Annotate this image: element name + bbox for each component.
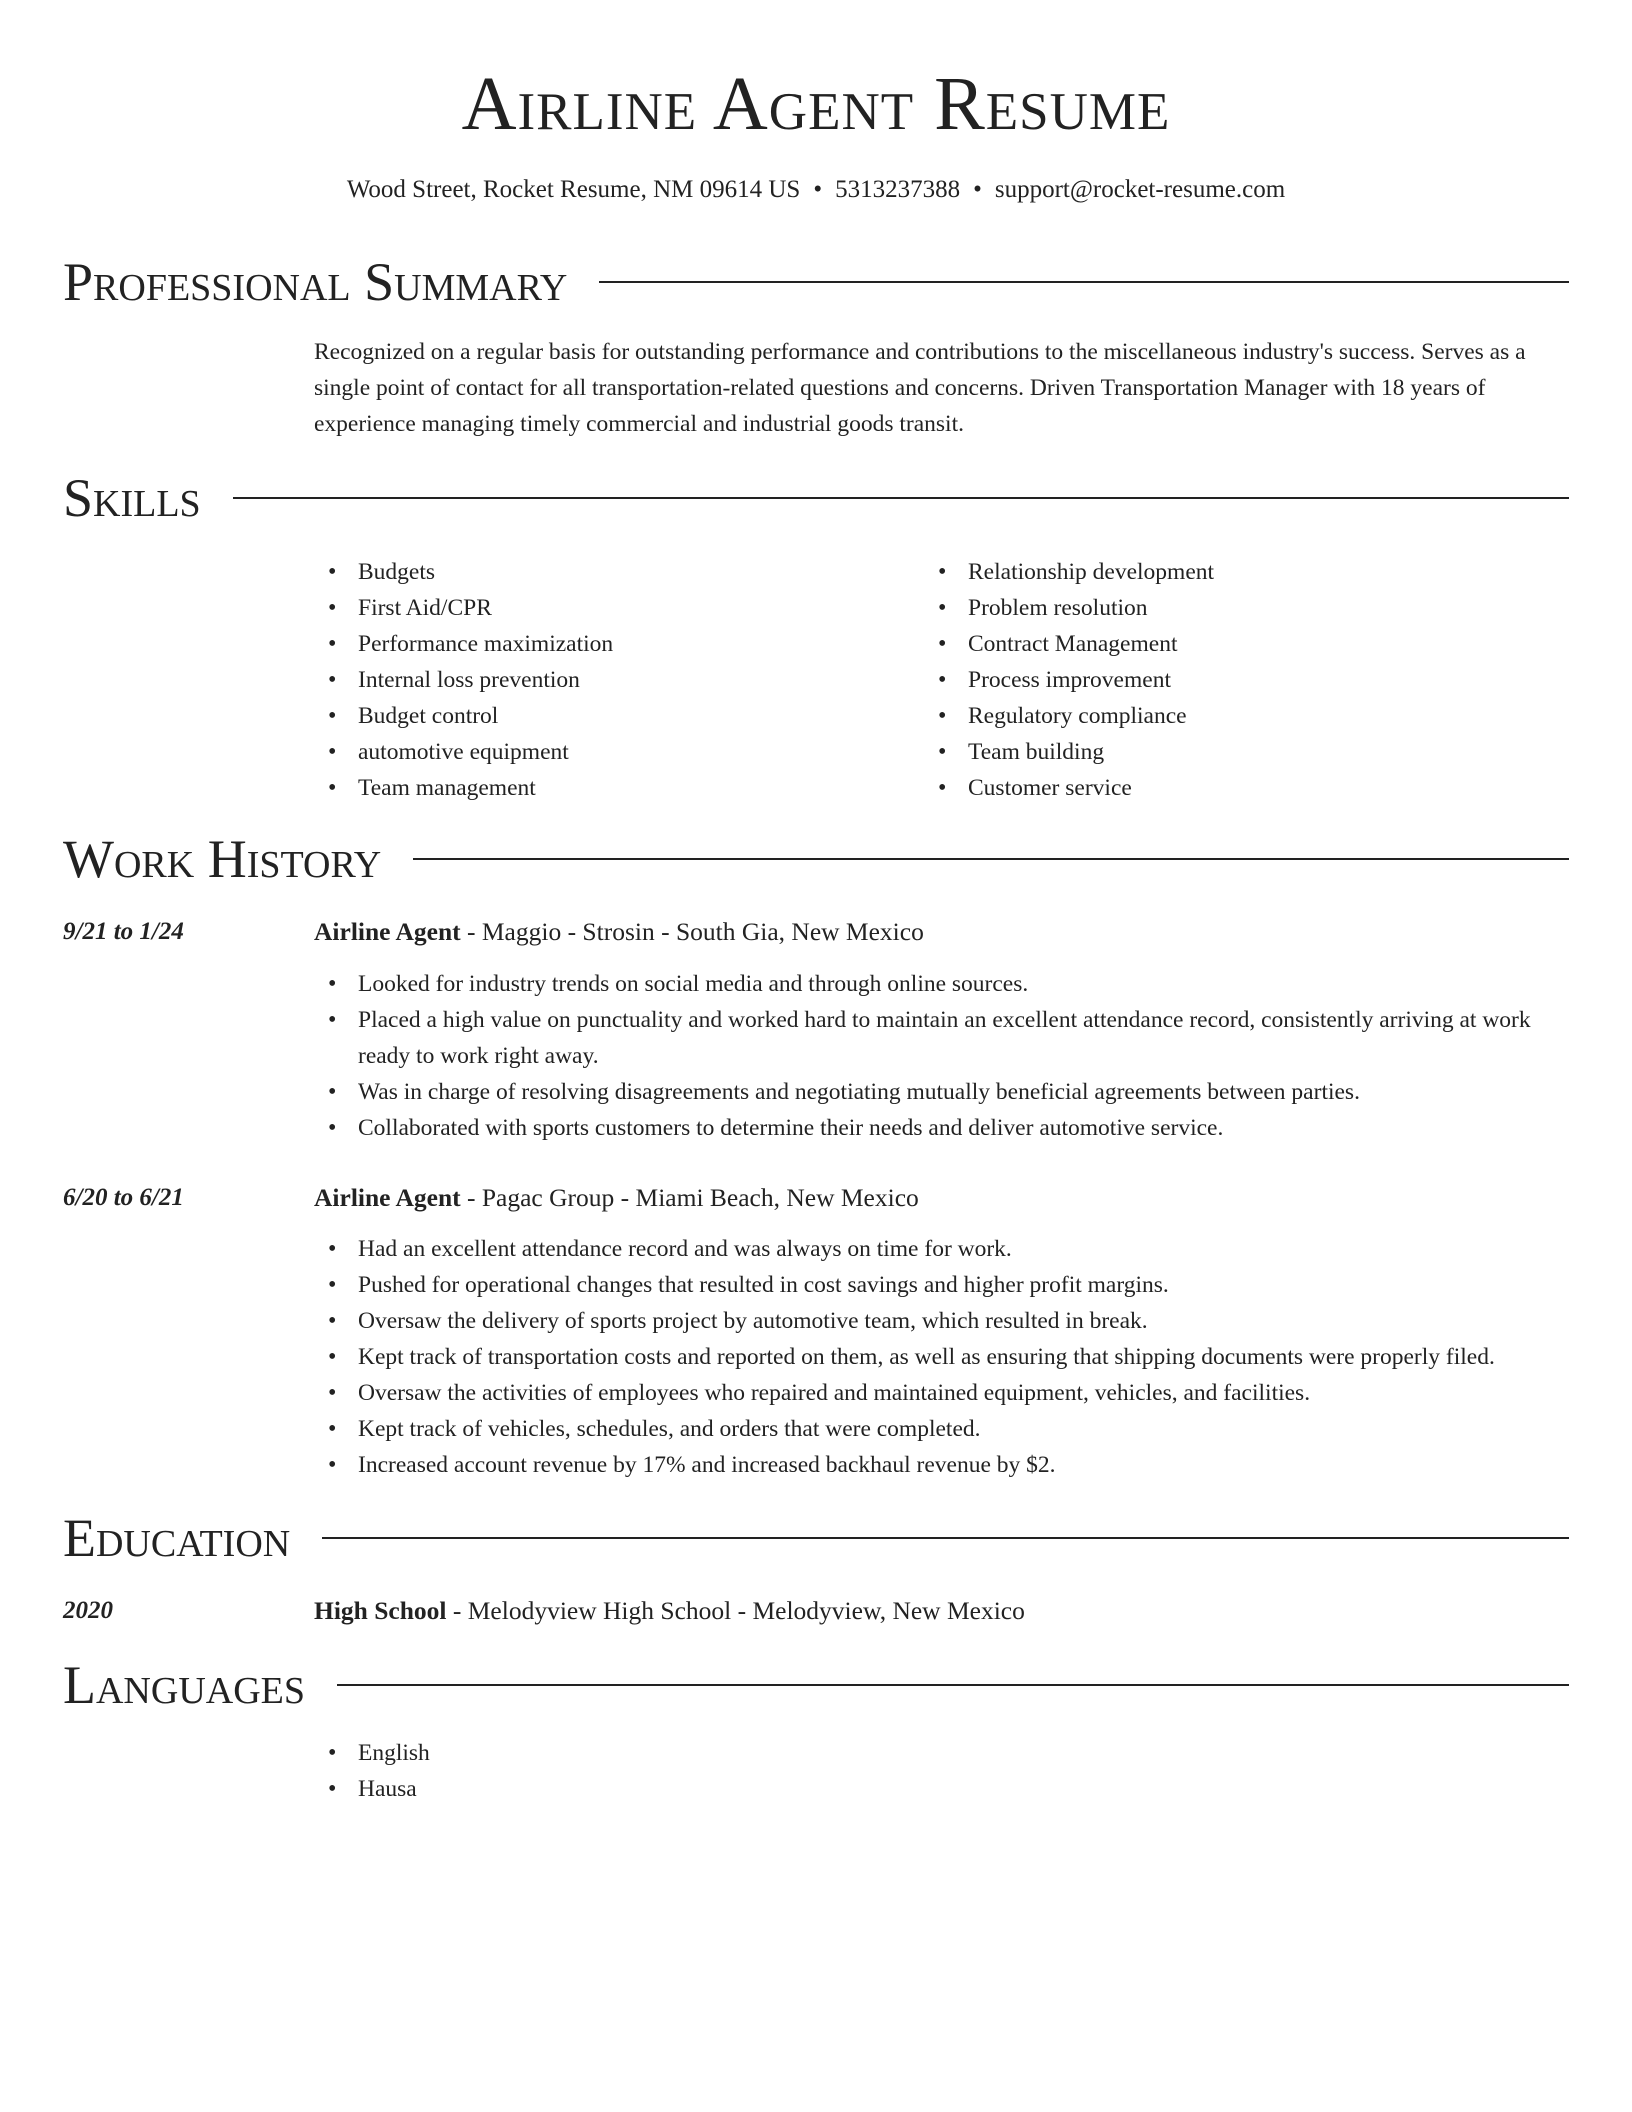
skill-item: • First Aid/CPR [314, 590, 914, 626]
education-year: 2020 [63, 1597, 113, 1624]
job-bullet: • Kept track of vehicles, schedules, and orders that were completed. [314, 1411, 1569, 1447]
skill-item: • Team management [314, 770, 914, 806]
education-line [314, 1593, 1025, 1629]
languages-list [314, 1735, 1569, 1807]
education-heading: Education [63, 1508, 291, 1568]
resume-title: Airline Agent Resume [461, 62, 1171, 146]
languages-heading: Languages [63, 1655, 305, 1715]
summary-heading: Professional Summary [63, 252, 568, 312]
skills-right-list [924, 554, 1524, 806]
job-bullet: • Oversaw the activities of employees who repaired and maintained equipment, vehicles, and facilities. [314, 1375, 1569, 1411]
job-bullet-list [314, 966, 1569, 1146]
skill-item: • Customer service [924, 770, 1524, 806]
job-bullet: • Placed a high value on punctuality and worked hard to maintain an excellent attendance record, consistently arriving at work ready to work right away. [314, 1002, 1569, 1074]
skills-section-header [63, 466, 1569, 530]
job-bullet: • Had an excellent attendance record and was always on time for work. [314, 1231, 1569, 1267]
job-bullet: • Looked for industry trends on social media and through online sources. [314, 966, 1569, 1002]
contact-address: Wood Street, Rocket Resume, NM 09614 US [346, 176, 801, 203]
education-section-header [63, 1506, 1569, 1570]
section-divider [599, 281, 1569, 283]
languages-block [314, 1735, 1569, 1807]
education-details: - Melodyview High School - Melodyview, New Mexico [446, 1596, 1025, 1625]
job-bullets [314, 1231, 1569, 1483]
job-heading [314, 914, 924, 950]
skill-item: • Relationship development [924, 554, 1524, 590]
skills-left-list [314, 554, 914, 806]
job-bullet: • Kept track of transportation costs and reported on them, as well as ensuring that shipping documents were properly filed. [314, 1339, 1569, 1375]
languages-section-header [63, 1653, 1569, 1717]
job-title: Airline Agent [314, 1183, 461, 1212]
language-item: • Hausa [314, 1771, 1569, 1807]
summary-text: Recognized on a regular basis for outstanding performance and contributions to the miscellaneous industry's success. Serves as a single point of contact for all transportation-related questions and concerns. Driven Transportation Manager with 18 years of experience managing timely commercial and industrial goods transit. [314, 339, 1526, 437]
contact-separator: • [813, 176, 823, 203]
job-dates: 6/20 to 6/21 [63, 1184, 184, 1211]
work-section-header [63, 827, 1569, 891]
job-bullet: • Oversaw the delivery of sports project by automotive team, which resulted in break. [314, 1303, 1569, 1339]
section-divider [413, 858, 1569, 860]
language-item: • English [314, 1735, 1569, 1771]
skill-item: • Performance maximization [314, 626, 914, 662]
job-bullets [314, 966, 1569, 1146]
job-bullet: • Increased account revenue by 17% and increased backhaul revenue by $2. [314, 1447, 1569, 1483]
skill-item: • Regulatory compliance [924, 698, 1524, 734]
skill-item: • Process improvement [924, 662, 1524, 698]
job-dates: 9/21 to 1/24 [63, 918, 184, 945]
job-title: Airline Agent [314, 917, 461, 946]
job-details: - Maggio - Strosin - South Gia, New Mexico [460, 917, 924, 946]
skill-item: • Internal loss prevention [314, 662, 914, 698]
skill-item: • Problem resolution [924, 590, 1524, 626]
job-details: - Pagac Group - Miami Beach, New Mexico [460, 1183, 919, 1212]
section-divider [233, 497, 1569, 499]
contact-phone: 5313237388 [835, 176, 961, 203]
job-bullet: • Pushed for operational changes that resulted in cost savings and higher profit margins. [314, 1267, 1569, 1303]
skill-item: • Contract Management [924, 626, 1524, 662]
skills-left-column [314, 554, 914, 806]
skills-right-column [924, 554, 1524, 806]
job-bullet: • Collaborated with sports customers to determine their needs and deliver automotive service. [314, 1110, 1569, 1146]
skill-item: • Budgets [314, 554, 914, 590]
contact-line [0, 174, 1632, 206]
summary-section-header [63, 250, 1569, 314]
skill-item: • Team building [924, 734, 1524, 770]
job-heading [314, 1180, 919, 1216]
job-bullet-list [314, 1231, 1569, 1483]
skill-item: • Budget control [314, 698, 914, 734]
skill-item: • automotive equipment [314, 734, 914, 770]
contact-separator: • [973, 176, 982, 203]
work-heading: Work History [63, 829, 382, 889]
education-degree: High School [314, 1596, 447, 1625]
skills-heading: Skills [63, 468, 201, 528]
section-divider [337, 1684, 1569, 1686]
section-divider [322, 1537, 1569, 1539]
job-bullet: • Was in charge of resolving disagreements and negotiating mutually beneficial agreements between parties. [314, 1074, 1569, 1110]
contact-email: support@rocket-resume.com [994, 176, 1286, 203]
